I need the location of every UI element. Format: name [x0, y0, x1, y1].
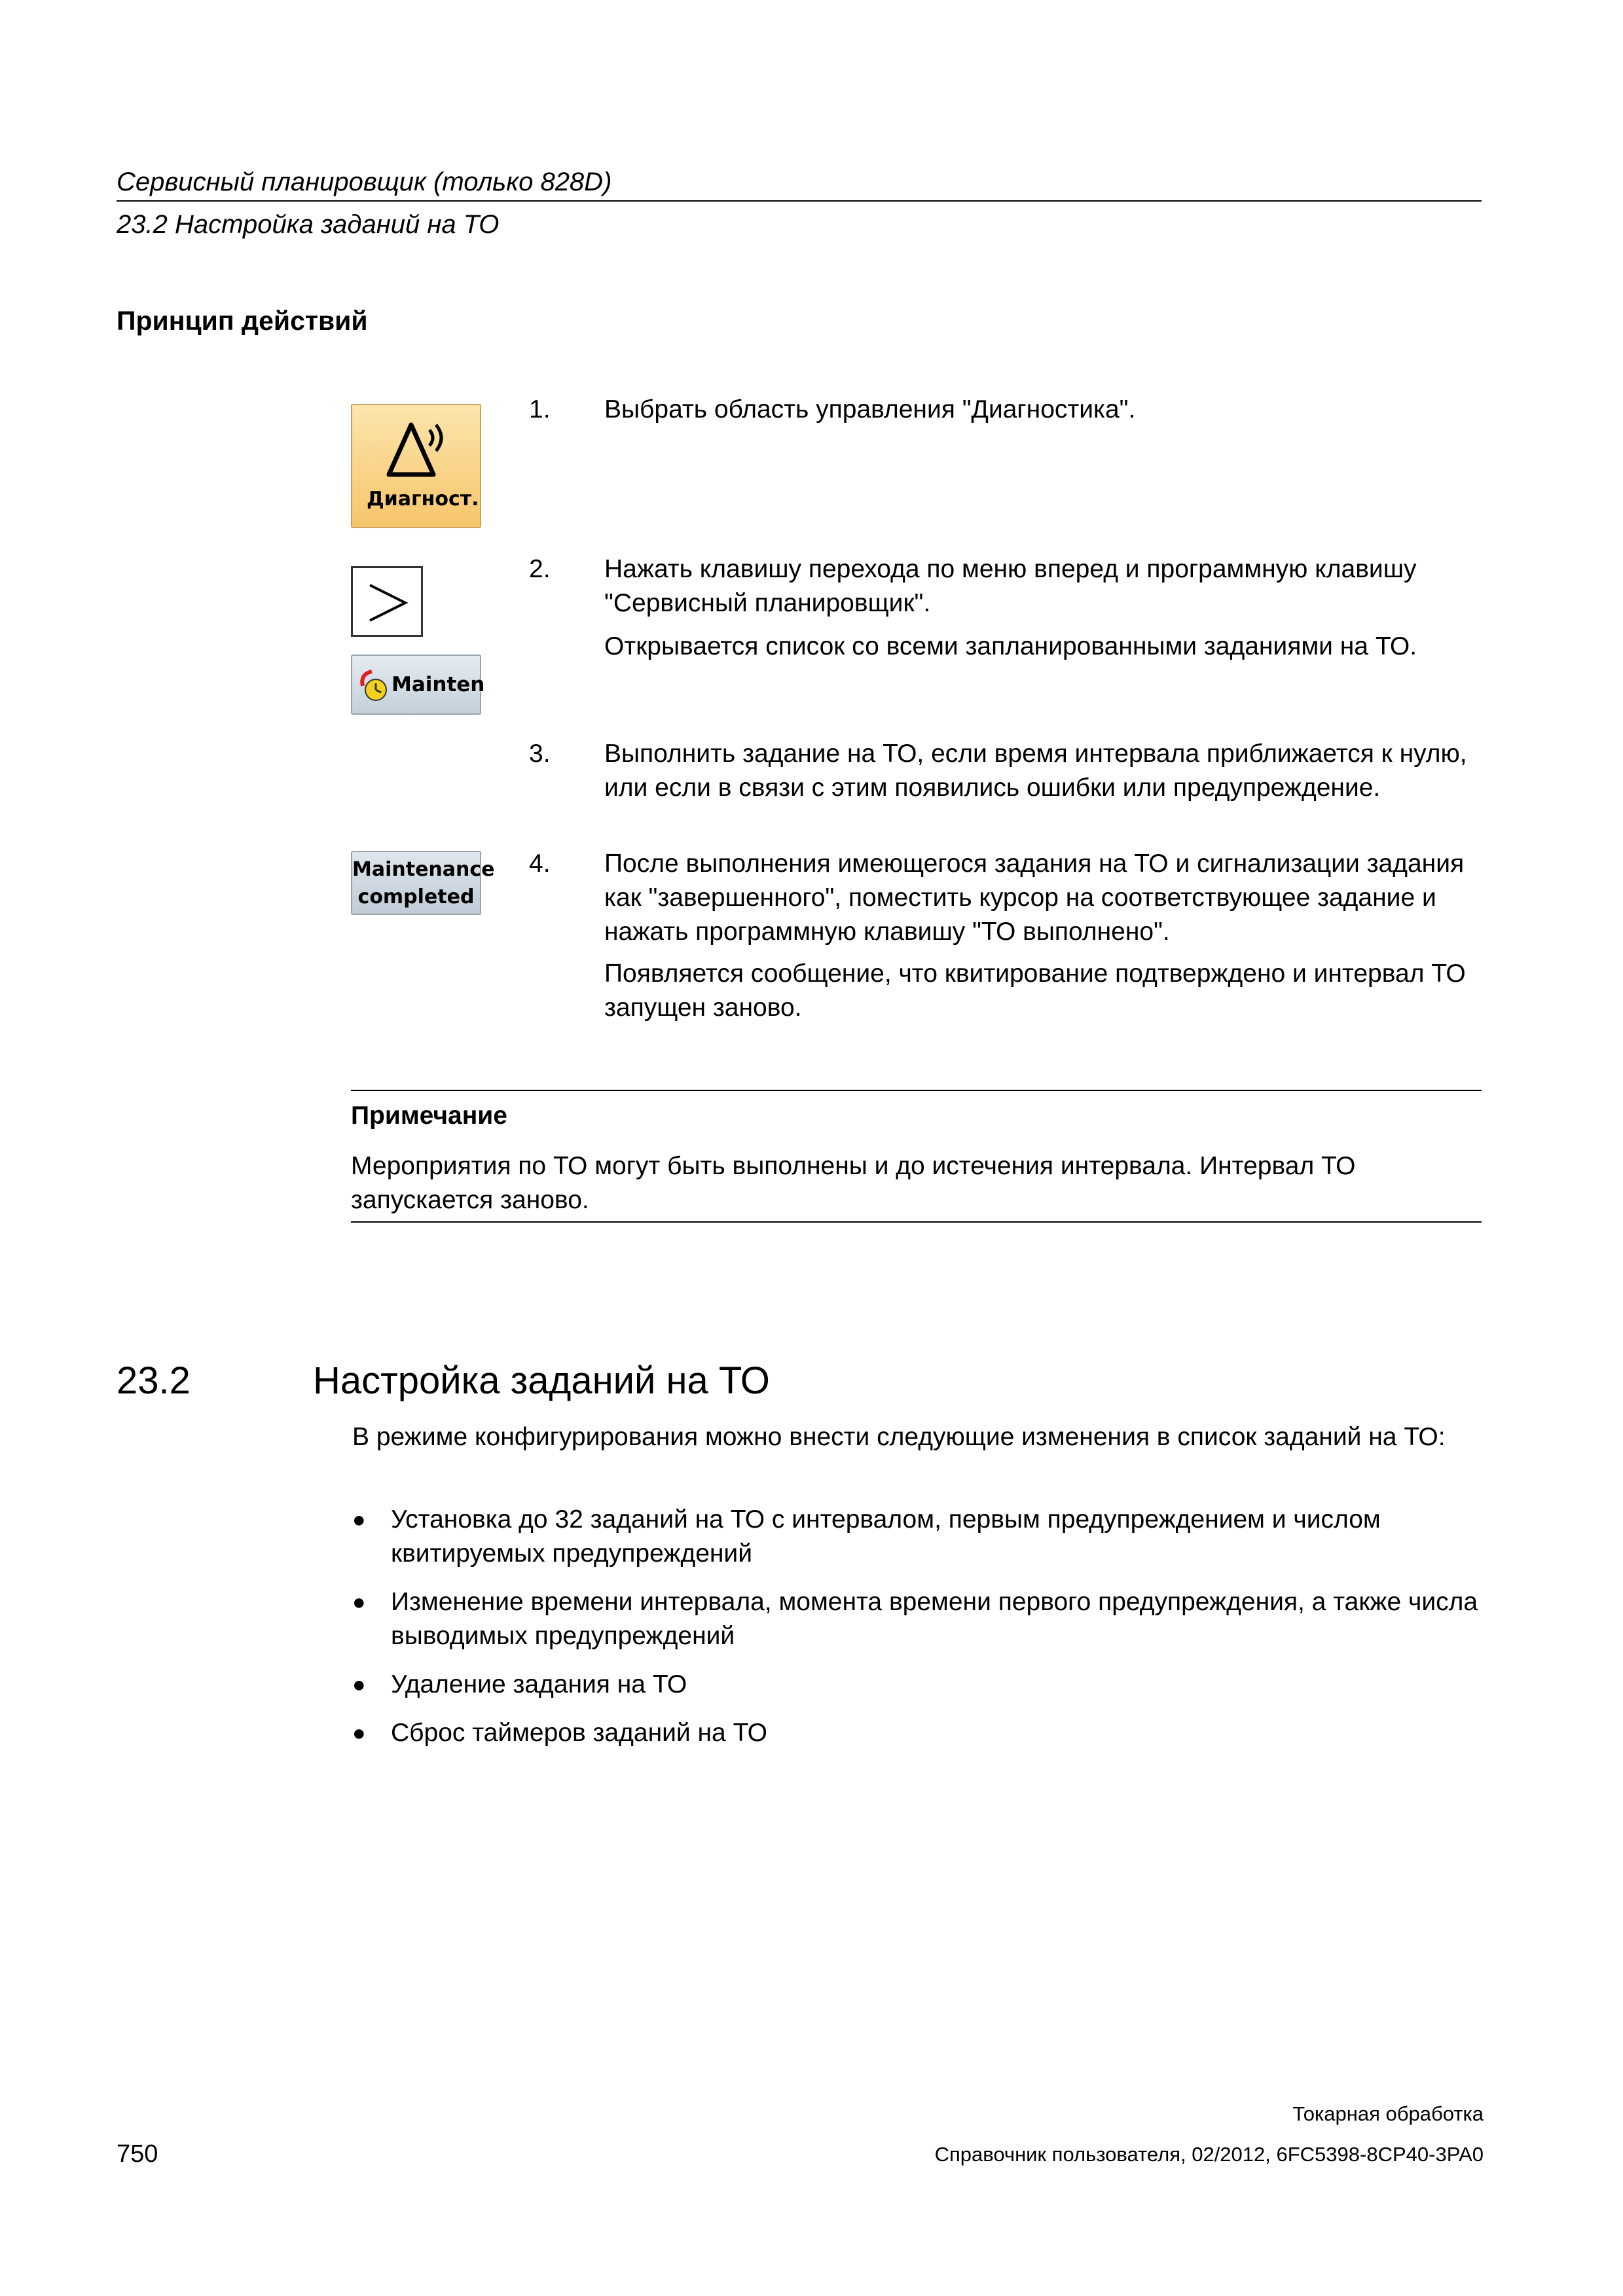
footer-reference: Справочник пользователя, 02/2012, 6FC5398-8CP40-3PA0	[934, 2143, 1484, 2166]
step-2-result: Открывается список со всеми запланированными заданиями на ТО.	[604, 632, 1417, 660]
maintenance-completed-line2: completed	[357, 886, 475, 908]
menu-forward-key	[351, 566, 423, 637]
bullet-2-marker: ●	[352, 1590, 366, 1615]
bullet-1-marker: ●	[352, 1507, 366, 1532]
diagnostics-softkey	[351, 404, 481, 528]
step-2-text: Нажать клавишу перехода по меню вперед и программную клавишу "Сервисный планировщик".	[604, 555, 1417, 617]
maintenance-clock-icon	[359, 668, 392, 704]
maintenance-softkey	[351, 655, 485, 715]
bullet-4-text: Сброс таймеров заданий на ТО	[391, 1719, 767, 1747]
bullet-3-marker: ●	[352, 1672, 366, 1697]
bullet-1-text: Установка до 32 заданий на ТО с интервалом, первым предупреждением и числом квитируемых предупреждений	[391, 1505, 1381, 1568]
diagnostics-softkey-label: Диагност.	[367, 488, 479, 511]
note-bottom-rule	[351, 1221, 1482, 1223]
maintenance-completed-line1: Maintenance	[352, 858, 495, 881]
bullet-4-marker: ●	[352, 1721, 366, 1746]
step-3-text: Выполнить задание на ТО, если время интервала приближается к нулю, или если в связи с этим появились ошибки или предупреждение.	[604, 740, 1467, 802]
note-text: Мероприятия по ТО могут быть выполнены и до истечения интервала. Интервал ТО запускается заново.	[351, 1152, 1356, 1214]
footer-book: Токарная обработка	[1292, 2102, 1484, 2125]
step-1-number: 1.	[529, 395, 551, 423]
step-4-number: 4.	[529, 850, 551, 878]
maintenance-completed-softkey	[351, 851, 495, 915]
section-number: 23.2	[117, 1359, 191, 1402]
step-4-text: После выполнения имеющегося задания на ТО и сигнализации задания как "завершенного", поместить курсор на соответствующее задание и нажать программную клавишу "ТО выполнено".	[604, 850, 1465, 946]
running-header-section: 23.2 Настройка заданий на ТО	[117, 210, 500, 239]
step-4-result: Появляется сообщение, что квитирование подтверждено и интервал ТО запущен заново.	[604, 960, 1466, 1022]
maintenance-softkey-label: Mainten	[392, 673, 485, 696]
note-top-rule	[351, 1090, 1482, 1091]
page-number: 750	[117, 2140, 158, 2168]
step-1-text: Выбрать область управления "Диагностика".	[604, 395, 1136, 423]
bullet-2-text: Изменение времени интервала, момента времени первого предупреждения, а также числа выводимых предупреждений	[391, 1588, 1478, 1650]
bullet-3-text: Удаление задания на ТО	[391, 1670, 687, 1698]
running-header-chapter: Сервисный планировщик (только 828D)	[117, 168, 612, 196]
step-2-number: 2.	[529, 555, 551, 583]
principle-heading: Принцип действий	[117, 306, 368, 336]
section-intro: В режиме конфигурирования можно внести следующие изменения в список заданий на ТО:	[352, 1423, 1446, 1451]
section-title: Настройка заданий на ТО	[313, 1359, 770, 1402]
warning-triangle-icon	[384, 417, 449, 482]
header-rule	[117, 200, 1482, 202]
step-3-number: 3.	[529, 740, 551, 768]
note-title: Примечание	[351, 1102, 507, 1130]
chevron-right-icon	[365, 580, 410, 626]
